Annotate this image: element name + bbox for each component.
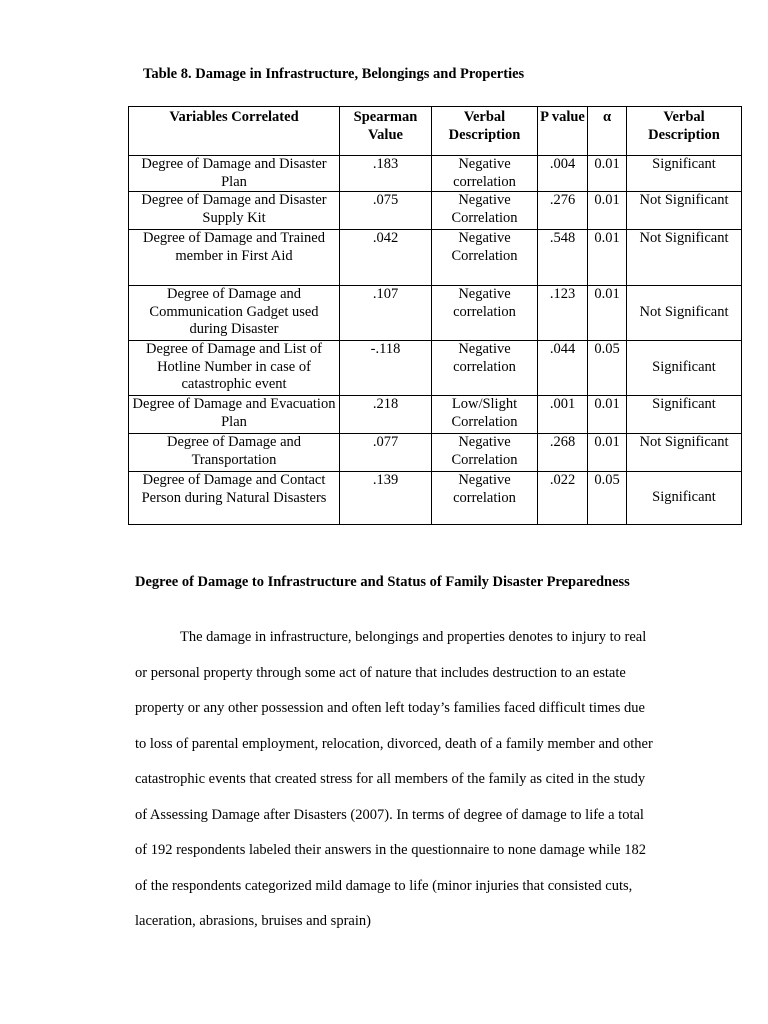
cell-spearman: .075	[340, 192, 432, 230]
cell-alpha: 0.01	[588, 396, 627, 434]
cell-alpha: 0.05	[588, 472, 627, 525]
cell-p: .044	[538, 341, 588, 396]
cell-significance: Significant	[627, 156, 742, 192]
cell-spearman: -.118	[340, 341, 432, 396]
header-verbal-description: Verbal Description	[432, 107, 538, 156]
cell-alpha: 0.01	[588, 230, 627, 286]
cell-significance: Not Significant	[627, 192, 742, 230]
paragraph-line: of Assessing Damage after Disasters (2007). In terms of degree of damage to life a total	[135, 806, 644, 823]
table-row	[129, 156, 742, 192]
cell-alpha: 0.01	[588, 434, 627, 472]
cell-spearman: .139	[340, 472, 432, 525]
cell-variables: Degree of Damage and Evacuation Plan	[129, 396, 340, 434]
header-spearman: Spearman Value	[340, 107, 432, 156]
paragraph-line: laceration, abrasions, bruises and sprain)	[135, 913, 371, 929]
table-row	[129, 230, 742, 286]
section-heading: Degree of Damage to Infrastructure and Status of Family Disaster Preparedness	[135, 574, 630, 590]
table-row	[129, 396, 742, 434]
cell-spearman: .218	[340, 396, 432, 434]
cell-significance: Not Significant	[627, 286, 742, 341]
cell-spearman: .077	[340, 434, 432, 472]
header-variables: Variables Correlated	[129, 107, 340, 156]
header-alpha: α	[588, 107, 627, 156]
cell-spearman: .183	[340, 156, 432, 192]
table-row	[129, 192, 742, 230]
cell-p: .004	[538, 156, 588, 192]
cell-significance: Significant	[627, 472, 742, 525]
cell-significance: Significant	[627, 396, 742, 434]
cell-verbal: Negative Correlation	[432, 192, 538, 230]
cell-significance: Not Significant	[627, 230, 742, 286]
paragraph-line: to loss of parental employment, relocation, divorced, death of a family member and other	[135, 735, 653, 752]
table-header-row	[129, 107, 742, 156]
cell-p: .548	[538, 230, 588, 286]
cell-variables: Degree of Damage and Contact Person during Natural Disasters	[129, 472, 340, 525]
cell-verbal: Negative correlation	[432, 341, 538, 396]
cell-verbal: Negative correlation	[432, 472, 538, 525]
cell-variables: Degree of Damage and Disaster Plan	[129, 156, 340, 192]
cell-verbal: Negative correlation	[432, 286, 538, 341]
cell-verbal: Negative Correlation	[432, 230, 538, 286]
paragraph-line: of the respondents categorized mild damage to life (minor injuries that consisted cuts,	[135, 877, 633, 894]
correlation-table	[128, 106, 742, 525]
cell-alpha: 0.01	[588, 156, 627, 192]
cell-variables: Degree of Damage and Transportation	[129, 434, 340, 472]
cell-significance: Significant	[627, 341, 742, 396]
cell-alpha: 0.01	[588, 192, 627, 230]
cell-verbal: Low/Slight Correlation	[432, 396, 538, 434]
table-row	[129, 341, 742, 396]
cell-p: .268	[538, 434, 588, 472]
paragraph-line: of 192 respondents labeled their answers in the questionnaire to none damage while 182	[135, 842, 646, 858]
table-row	[129, 434, 742, 472]
paragraph-line: property or any other possession and often left today’s families faced difficult times due	[135, 700, 645, 716]
cell-alpha: 0.01	[588, 286, 627, 341]
table-caption: Table 8. Damage in Infrastructure, Belongings and Properties	[143, 66, 525, 82]
table-row	[129, 286, 742, 341]
cell-p: .123	[538, 286, 588, 341]
paragraph-line: or personal property through some act of nature that includes destruction to an estate	[135, 664, 626, 681]
cell-p: .001	[538, 396, 588, 434]
header-significance: Verbal Description	[627, 107, 742, 156]
cell-variables: Degree of Damage and Trained member in First Aid	[129, 230, 340, 286]
cell-spearman: .042	[340, 230, 432, 286]
cell-significance: Not Significant	[627, 434, 742, 472]
table-row	[129, 472, 742, 525]
cell-p: .022	[538, 472, 588, 525]
cell-verbal: Negative correlation	[432, 156, 538, 192]
cell-variables: Degree of Damage and Disaster Supply Kit	[129, 192, 340, 230]
header-p-value: P value	[538, 107, 588, 156]
cell-variables: Degree of Damage and Communication Gadget used during Disaster	[129, 286, 340, 341]
paragraph-line: catastrophic events that created stress for all members of the family as cited in the study	[135, 771, 646, 787]
cell-alpha: 0.05	[588, 341, 627, 396]
cell-p: .276	[538, 192, 588, 230]
cell-spearman: .107	[340, 286, 432, 341]
body-paragraph	[135, 620, 695, 940]
cell-variables: Degree of Damage and List of Hotline Number in case of catastrophic event	[129, 341, 340, 396]
cell-verbal: Negative Correlation	[432, 434, 538, 472]
paragraph-line: The damage in infrastructure, belongings and properties denotes to injury to real	[180, 629, 647, 645]
